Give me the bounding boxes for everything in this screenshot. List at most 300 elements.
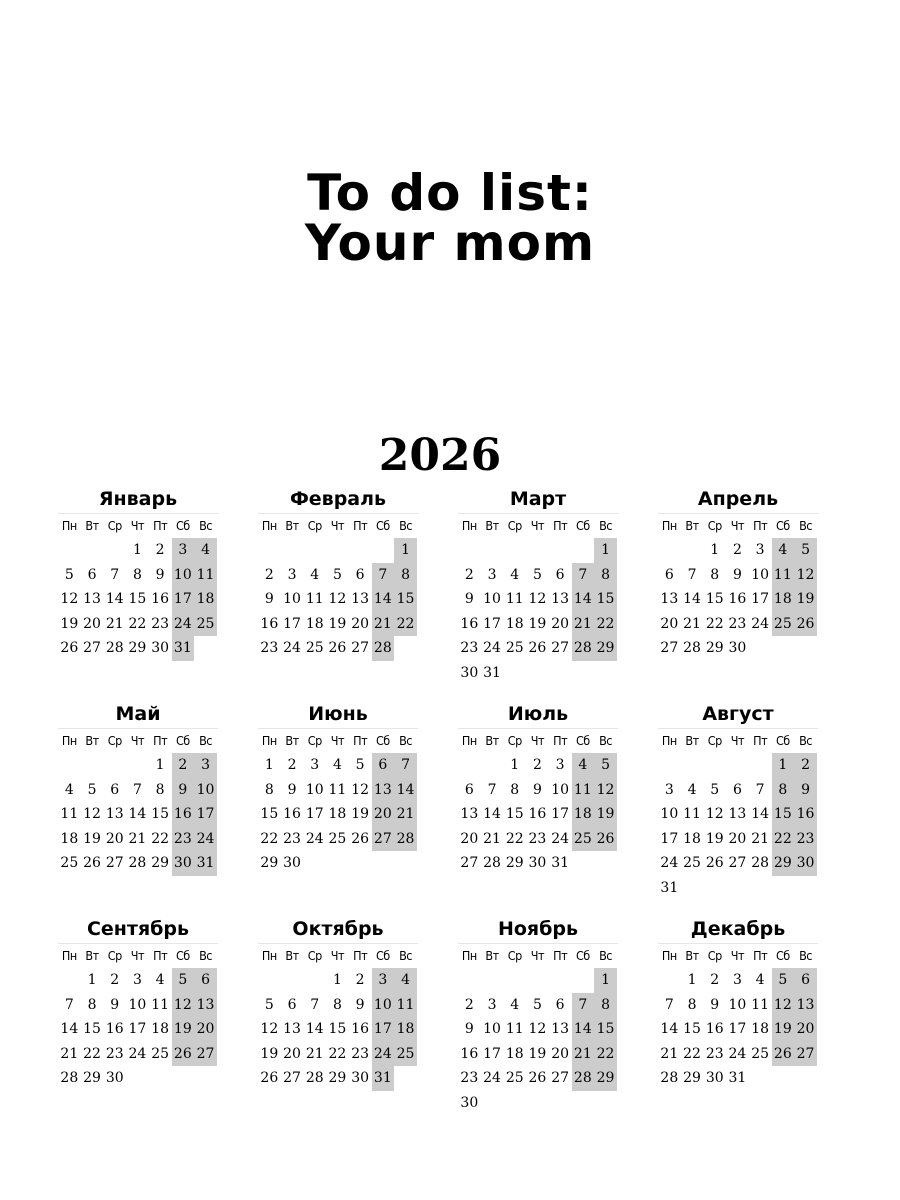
weekday-label: Пт	[153, 948, 168, 963]
day: 11	[328, 781, 347, 798]
day: 9	[710, 996, 720, 1013]
day: 19	[528, 615, 547, 632]
day: 30	[528, 855, 547, 872]
day: 7	[487, 781, 497, 798]
weekend-day: 18	[394, 1017, 417, 1042]
day: 25	[505, 1070, 524, 1087]
weekday-label: Ср	[307, 518, 322, 533]
weekend-day: 19	[794, 587, 817, 612]
weekend-day: 17	[194, 802, 217, 827]
day: 21	[60, 1045, 79, 1062]
day: 9	[732, 566, 742, 583]
day: 11	[505, 591, 524, 608]
day: 23	[260, 640, 279, 657]
day: 16	[705, 1021, 724, 1038]
day: 29	[705, 640, 724, 657]
day: 11	[683, 806, 701, 823]
weekday-label: Пн	[461, 518, 477, 533]
day: 26	[528, 1070, 547, 1087]
day: 30	[728, 640, 747, 657]
day: 1	[264, 757, 274, 773]
day: 6	[464, 781, 474, 798]
day: 20	[105, 830, 124, 847]
day: 18	[751, 1021, 770, 1038]
day: 19	[260, 1045, 279, 1062]
weekday-label: Ср	[507, 733, 522, 748]
weekday-label: Чт	[530, 733, 545, 748]
weekday-label: Пт	[553, 733, 568, 748]
day: 6	[110, 781, 120, 798]
headline	[0, 164, 900, 272]
day: 27	[660, 640, 679, 657]
weekend-day: 31	[172, 636, 195, 661]
weekday-label: Пт	[753, 518, 768, 533]
day: 21	[483, 830, 501, 847]
day: 21	[105, 615, 124, 632]
weekend-day: 3	[172, 538, 195, 563]
weekday-label: Пн	[61, 518, 77, 533]
day: 30	[283, 855, 301, 872]
day: 4	[755, 972, 765, 988]
weekend-day: 9	[172, 778, 195, 803]
day: 2	[264, 566, 274, 583]
day: 31	[483, 665, 501, 681]
month-block	[658, 485, 818, 688]
day: 27	[460, 855, 479, 872]
day: 2	[110, 972, 120, 988]
day: 14	[60, 1021, 79, 1038]
month-days	[658, 968, 818, 1118]
weekday-header	[258, 728, 418, 753]
day: 6	[732, 781, 742, 798]
weekend-day: 7	[572, 993, 595, 1018]
weekday-label: Сб	[575, 518, 590, 533]
day: 22	[328, 1045, 347, 1062]
day: 19	[60, 615, 79, 632]
month-name: Декабрь	[690, 918, 786, 940]
weekend-day: 20	[794, 1017, 817, 1042]
day: 23	[151, 615, 170, 632]
weekday-label: Вс	[799, 518, 812, 533]
day: 19	[351, 806, 370, 823]
day: 17	[551, 806, 570, 823]
weekend-day: 8	[594, 993, 617, 1018]
day: 24	[660, 855, 679, 872]
day: 10	[128, 996, 147, 1013]
weekday-label: Чт	[730, 948, 745, 963]
day: 15	[83, 1021, 101, 1038]
day: 16	[460, 615, 479, 632]
weekday-label: Пн	[261, 518, 277, 533]
weekend-day: 13	[794, 993, 817, 1018]
day: 3	[732, 972, 742, 988]
weekend-day: 14	[572, 587, 595, 612]
weekday-label: Вс	[599, 733, 612, 748]
weekend-day: 27	[794, 1042, 817, 1067]
day: 14	[105, 591, 124, 608]
weekend-day: 6	[794, 968, 817, 993]
day: 3	[487, 996, 497, 1013]
weekend-day: 12	[794, 563, 817, 588]
weekend-day: 7	[394, 753, 417, 778]
month-block	[258, 915, 418, 1118]
day: 2	[464, 566, 474, 583]
weekday-label: Пт	[553, 518, 568, 533]
weekday-label: Вт	[285, 518, 299, 533]
weekend-day: 26	[172, 1042, 195, 1067]
month-days	[258, 968, 418, 1118]
weekend-day: 8	[594, 563, 617, 588]
day: 16	[728, 591, 747, 608]
day: 31	[660, 880, 679, 896]
day: 28	[60, 1070, 79, 1087]
day: 26	[528, 640, 547, 657]
day: 23	[460, 1070, 479, 1087]
day: 7	[687, 566, 697, 583]
day: 14	[483, 806, 501, 823]
weekday-label: Ср	[707, 518, 722, 533]
day: 13	[460, 806, 479, 823]
weekday-label: Пн	[61, 733, 77, 748]
day: 3	[755, 542, 765, 558]
day: 30	[460, 1095, 479, 1111]
month-days	[258, 753, 418, 903]
weekday-label: Вс	[399, 948, 412, 963]
month-name: Июль	[507, 703, 569, 725]
weekend-day: 14	[572, 1017, 595, 1042]
weekend-day: 4	[772, 538, 795, 563]
day: 27	[105, 855, 124, 872]
day: 26	[60, 640, 79, 657]
month-block	[458, 700, 618, 903]
day: 9	[155, 566, 165, 583]
weekday-label: Пн	[61, 948, 77, 963]
day: 10	[660, 806, 679, 823]
weekend-day: 17	[372, 1017, 395, 1042]
day: 22	[260, 830, 279, 847]
calendar-year: 2026	[378, 430, 502, 481]
day: 2	[710, 972, 720, 988]
day: 8	[132, 566, 142, 583]
day: 27	[551, 640, 570, 657]
day: 14	[660, 1021, 679, 1038]
weekday-label: Чт	[330, 948, 345, 963]
day: 25	[151, 1045, 170, 1062]
day: 23	[351, 1045, 370, 1062]
weekend-day: 4	[572, 753, 595, 778]
weekend-day: 15	[594, 1017, 617, 1042]
weekday-label: Ср	[307, 948, 322, 963]
weekday-label: Сб	[775, 948, 790, 963]
day: 13	[728, 806, 747, 823]
month-block	[58, 485, 218, 688]
day: 19	[705, 830, 724, 847]
weekend-day: 21	[372, 612, 395, 637]
day: 10	[305, 781, 324, 798]
day: 27	[551, 1070, 570, 1087]
day: 15	[328, 1021, 347, 1038]
weekday-label: Пт	[353, 518, 368, 533]
weekday-label: Чт	[730, 733, 745, 748]
day: 25	[305, 640, 324, 657]
weekday-label: Пт	[353, 733, 368, 748]
weekend-day: 4	[194, 538, 217, 563]
weekend-day: 3	[194, 753, 217, 778]
day: 28	[128, 855, 147, 872]
day: 21	[128, 830, 147, 847]
weekend-day: 5	[594, 753, 617, 778]
day: 29	[83, 1070, 101, 1087]
weekday-label: Пт	[153, 733, 168, 748]
day: 9	[287, 781, 297, 798]
day: 13	[551, 1021, 570, 1038]
day: 8	[687, 996, 697, 1013]
weekday-label: Вс	[799, 948, 812, 963]
day: 24	[283, 640, 301, 657]
day: 30	[351, 1070, 370, 1087]
day: 18	[60, 830, 79, 847]
day: 7	[664, 996, 674, 1013]
weekday-label: Вс	[799, 733, 812, 748]
day: 22	[683, 1045, 701, 1062]
day: 21	[305, 1045, 324, 1062]
day: 11	[751, 996, 770, 1013]
weekday-label: Сб	[175, 948, 190, 963]
day: 18	[683, 830, 701, 847]
month-days	[258, 538, 418, 688]
weekend-day: 12	[594, 778, 617, 803]
day: 20	[728, 830, 747, 847]
month-name: Сентябрь	[86, 918, 190, 940]
headline-line-2: Your mom	[304, 214, 596, 272]
day: 5	[532, 566, 542, 583]
weekday-label: Ср	[707, 948, 722, 963]
day: 1	[687, 972, 697, 988]
day: 24	[305, 830, 324, 847]
weekday-label: Пт	[553, 948, 568, 963]
day: 27	[728, 855, 747, 872]
day: 23	[460, 640, 479, 657]
day: 1	[710, 542, 720, 558]
day: 19	[528, 1045, 547, 1062]
day: 1	[510, 757, 520, 773]
day: 12	[705, 806, 724, 823]
weekday-header	[658, 943, 818, 968]
weekend-day: 16	[794, 802, 817, 827]
day: 30	[705, 1070, 724, 1087]
day: 28	[683, 640, 701, 657]
weekend-day: 23	[794, 827, 817, 852]
weekend-day: 28	[394, 827, 417, 852]
day: 8	[332, 996, 342, 1013]
day: 26	[260, 1070, 279, 1087]
weekday-label: Пт	[753, 948, 768, 963]
day: 17	[305, 806, 324, 823]
month-days	[458, 538, 618, 688]
weekday-label: Сб	[775, 733, 790, 748]
weekend-day: 1	[594, 538, 617, 563]
day: 9	[464, 591, 474, 608]
weekend-day: 8	[394, 563, 417, 588]
weekday-label: Вс	[599, 948, 612, 963]
day: 28	[751, 855, 770, 872]
day: 10	[283, 591, 301, 608]
day: 12	[351, 781, 370, 798]
day: 7	[310, 996, 320, 1013]
day: 16	[260, 615, 279, 632]
day: 5	[64, 566, 74, 583]
weekend-day: 14	[372, 587, 395, 612]
weekend-day: 11	[572, 778, 595, 803]
weekend-day: 22	[594, 1042, 617, 1067]
weekday-label: Сб	[175, 733, 190, 748]
weekend-day: 26	[794, 612, 817, 637]
day: 30	[460, 665, 479, 681]
day: 5	[264, 996, 274, 1013]
month-name: Ноябрь	[497, 918, 579, 940]
weekend-day: 14	[394, 778, 417, 803]
weekday-header	[58, 943, 218, 968]
weekday-header	[258, 943, 418, 968]
weekend-day: 2	[172, 753, 195, 778]
day: 10	[751, 566, 770, 583]
day: 7	[64, 996, 74, 1013]
day: 4	[64, 781, 74, 798]
day: 16	[105, 1021, 124, 1038]
day: 6	[664, 566, 674, 583]
weekday-label: Пн	[661, 733, 677, 748]
day: 10	[483, 591, 501, 608]
day: 13	[551, 591, 570, 608]
day: 23	[705, 1045, 724, 1062]
weekend-day: 16	[172, 802, 195, 827]
weekday-label: Чт	[330, 518, 345, 533]
day: 24	[551, 830, 570, 847]
weekday-label: Вт	[685, 518, 699, 533]
day: 16	[528, 806, 547, 823]
day: 2	[155, 542, 165, 558]
weekday-label: Ср	[107, 518, 122, 533]
day: 29	[128, 640, 147, 657]
day: 19	[83, 830, 101, 847]
weekend-day: 2	[794, 753, 817, 778]
day: 20	[351, 615, 370, 632]
day: 24	[751, 615, 770, 632]
weekend-day: 18	[572, 802, 595, 827]
weekend-day: 21	[394, 802, 417, 827]
day: 2	[732, 542, 742, 558]
weekday-label: Сб	[175, 518, 190, 533]
weekend-day: 11	[194, 563, 217, 588]
calendar-grid	[58, 485, 858, 1145]
month-block	[58, 700, 218, 903]
month-block	[458, 485, 618, 688]
weekday-label: Сб	[375, 948, 390, 963]
day: 4	[510, 996, 520, 1013]
day: 22	[151, 830, 170, 847]
day: 13	[283, 1021, 301, 1038]
weekday-header	[458, 513, 618, 538]
weekday-label: Пт	[753, 733, 768, 748]
weekend-day: 13	[194, 993, 217, 1018]
month-name: Май	[115, 703, 161, 725]
day: 28	[660, 1070, 679, 1087]
day: 5	[532, 996, 542, 1013]
day: 16	[151, 591, 170, 608]
day: 28	[105, 640, 124, 657]
day: 22	[505, 830, 524, 847]
day: 25	[60, 855, 79, 872]
day: 5	[355, 757, 365, 773]
weekend-day: 10	[372, 993, 395, 1018]
day: 18	[505, 1045, 524, 1062]
day: 18	[151, 1021, 170, 1038]
weekday-label: Пн	[461, 733, 477, 748]
day: 15	[151, 806, 170, 823]
weekday-label: Ср	[307, 733, 322, 748]
weekend-day: 25	[394, 1042, 417, 1067]
weekday-label: Чт	[130, 948, 145, 963]
weekend-day: 5	[794, 538, 817, 563]
day: 6	[555, 996, 565, 1013]
weekday-header	[258, 513, 418, 538]
day: 21	[751, 830, 770, 847]
day: 8	[87, 996, 97, 1013]
month-days	[58, 968, 218, 1118]
day: 1	[332, 972, 342, 988]
weekday-label: Чт	[130, 733, 145, 748]
weekend-day: 28	[372, 636, 395, 661]
day: 17	[660, 830, 679, 847]
weekend-day: 18	[194, 587, 217, 612]
day: 18	[328, 806, 347, 823]
weekend-day: 20	[372, 802, 395, 827]
day: 7	[755, 781, 765, 798]
day: 1	[132, 542, 142, 558]
day: 17	[728, 1021, 747, 1038]
month-days	[658, 538, 818, 688]
day: 7	[110, 566, 120, 583]
weekend-day: 20	[194, 1017, 217, 1042]
weekday-label: Вт	[485, 733, 499, 748]
day: 5	[87, 781, 97, 798]
day: 23	[105, 1045, 124, 1062]
weekday-label: Вс	[399, 733, 412, 748]
day: 13	[660, 591, 679, 608]
weekend-day: 18	[772, 587, 795, 612]
weekday-label: Вс	[599, 518, 612, 533]
day: 16	[351, 1021, 370, 1038]
day: 9	[464, 1021, 474, 1038]
day: 6	[87, 566, 97, 583]
day: 17	[283, 615, 301, 632]
weekend-day: 11	[394, 993, 417, 1018]
month-name: Август	[702, 703, 774, 725]
day: 12	[60, 591, 79, 608]
weekday-label: Вт	[285, 733, 299, 748]
weekday-label: Вт	[685, 948, 699, 963]
weekend-day: 19	[172, 1017, 195, 1042]
day: 2	[287, 757, 297, 773]
month-block	[58, 915, 218, 1118]
day: 2	[355, 972, 365, 988]
headline-line-1: To do list:	[307, 164, 593, 222]
day: 17	[483, 615, 501, 632]
weekend-day: 6	[372, 753, 395, 778]
weekday-label: Вт	[485, 518, 499, 533]
weekday-header	[58, 513, 218, 538]
weekend-day: 25	[572, 827, 595, 852]
